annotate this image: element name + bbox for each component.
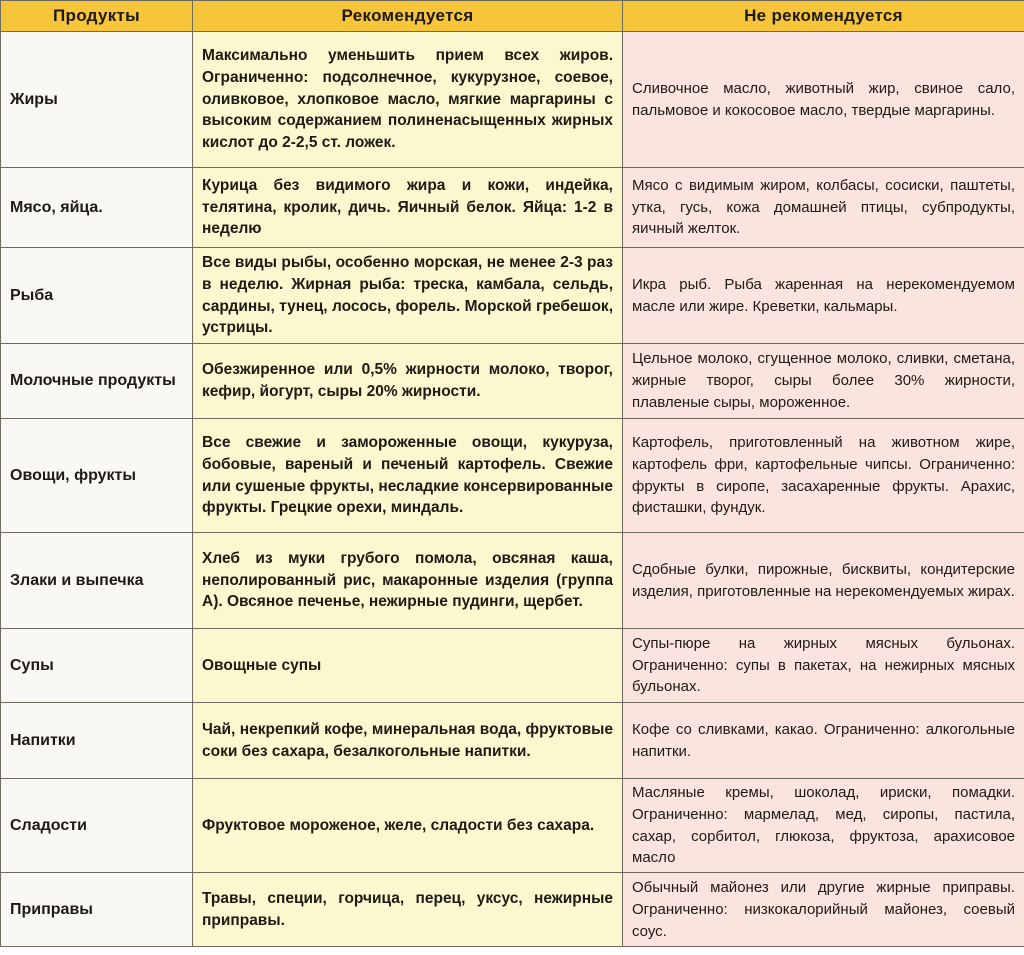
row-not-recommended: Картофель, приготовленный на животном жире, картофель фри, картофельные чипсы. Ограниченно: фрукты в сиропе, засахаренные фрукты. Арахис, фисташки, фундук.	[623, 419, 1024, 533]
table-row	[1, 344, 1024, 419]
row-recommended: Хлеб из муки грубого помола, овсяная каша, неполированный рис, макаронные изделия (группа А). Овсяное печенье, нежирные пудинги, щербет.	[193, 533, 623, 629]
row-recommended: Максимально уменьшить прием всех жиров. Ограниченно: подсолнечное, кукурузное, соевое, оливковое, хлопковое масло, мягкие маргарины с высоким содержанием полиненасыщенных жирных кислот до 2-2,5 ст. ложек.	[193, 32, 623, 168]
table-row	[1, 873, 1024, 947]
row-recommended: Овощные супы	[193, 629, 623, 703]
row-category: Мясо, яйца.	[1, 168, 193, 248]
header-recommended: Рекомендуется	[193, 1, 623, 32]
header-products: Продукты	[1, 1, 193, 32]
row-category: Рыба	[1, 248, 193, 344]
row-not-recommended: Кофе со сливками, какао. Ограниченно: алкогольные напитки.	[623, 703, 1024, 779]
row-recommended: Курица без видимого жира и кожи, индейка, телятина, кролик, дичь. Яичный белок. Яйца: 1-2 в неделю	[193, 168, 623, 248]
row-category: Молочные продукты	[1, 344, 193, 419]
row-category: Жиры	[1, 32, 193, 168]
table-row	[1, 32, 1024, 168]
row-recommended: Фруктовое мороженое, желе, сладости без сахара.	[193, 779, 623, 873]
table-row	[1, 703, 1024, 779]
header-row	[1, 1, 1024, 32]
row-recommended: Все свежие и замороженные овощи, кукуруза, бобовые, вареный и печеный картофель. Свежие или сушеные фрукты, несладкие консервированные фрукты. Грецкие орехи, миндаль.	[193, 419, 623, 533]
table-row	[1, 779, 1024, 873]
row-not-recommended: Икра рыб. Рыба жаренная на нерекомендуемом масле или жире. Креветки, кальмары.	[623, 248, 1024, 344]
table-row	[1, 533, 1024, 629]
row-category: Сладости	[1, 779, 193, 873]
row-category: Овощи, фрукты	[1, 419, 193, 533]
table-row	[1, 168, 1024, 248]
header-not-recommended: Не рекомендуется	[623, 1, 1024, 32]
row-category: Напитки	[1, 703, 193, 779]
row-not-recommended: Сдобные булки, пирожные, бисквиты, кондитерские изделия, приготовленные на нерекомендуемых жирах.	[623, 533, 1024, 629]
row-recommended: Все виды рыбы, особенно морская, не менее 2-3 раз в неделю. Жирная рыба: треска, камбала, сельдь, сардины, тунец, лосось, форель. Морской гребешок, устрицы.	[193, 248, 623, 344]
row-category: Злаки и выпечка	[1, 533, 193, 629]
row-not-recommended: Масляные кремы, шоколад, ириски, помадки. Ограниченно: мармелад, мед, сиропы, пастила, сахар, сорбитол, глюкоза, фруктоза, арахисовое масло	[623, 779, 1024, 873]
table-row	[1, 419, 1024, 533]
row-recommended: Чай, некрепкий кофе, минеральная вода, фруктовые соки без сахара, безалкогольные напитки.	[193, 703, 623, 779]
row-not-recommended: Обычный майонез или другие жирные приправы. Ограниченно: низкокалорийный майонез, соевый соус.	[623, 873, 1024, 947]
row-category: Приправы	[1, 873, 193, 947]
row-recommended: Обезжиренное или 0,5% жирности молоко, творог, кефир, йогурт, сыры 20% жирности.	[193, 344, 623, 419]
row-category: Супы	[1, 629, 193, 703]
row-not-recommended: Мясо с видимым жиром, колбасы, сосиски, паштеты, утка, гусь, кожа домашней птицы, субпродукты, яичный желток.	[623, 168, 1024, 248]
row-recommended: Травы, специи, горчица, перец, уксус, нежирные приправы.	[193, 873, 623, 947]
table-row	[1, 248, 1024, 344]
row-not-recommended: Цельное молоко, сгущенное молоко, сливки, сметана, жирные творог, сыры более 30% жирности, плавленые сыры, мороженное.	[623, 344, 1024, 419]
row-not-recommended: Сливочное масло, животный жир, свиное сало, пальмовое и кокосовое масло, твердые маргарины.	[623, 32, 1024, 168]
row-not-recommended: Супы-пюре на жирных мясных бульонах. Ограниченно: супы в пакетах, на нежирных мясных бульонах.	[623, 629, 1024, 703]
table-row	[1, 629, 1024, 703]
